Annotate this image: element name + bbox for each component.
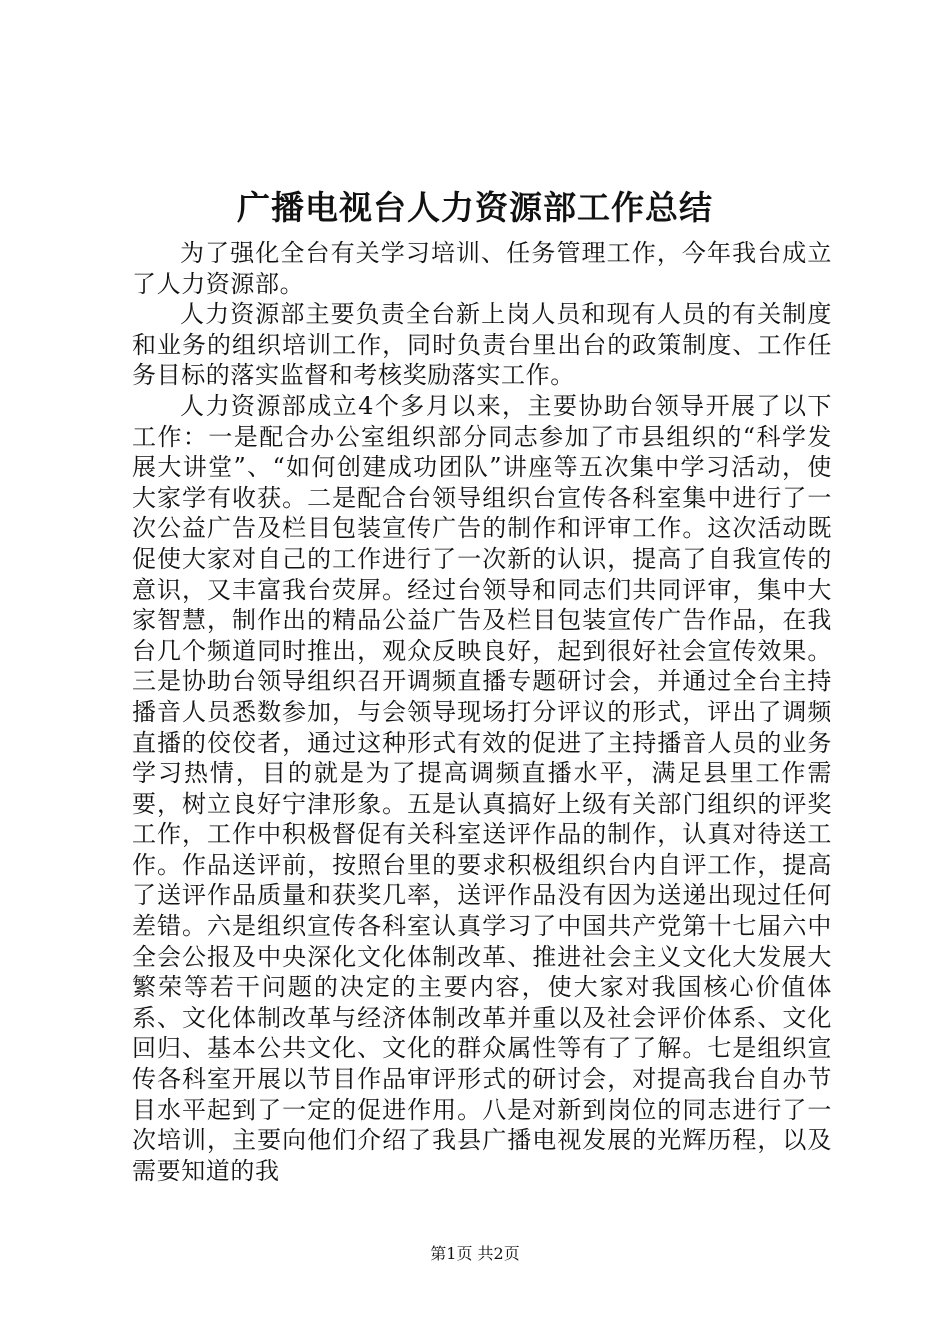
document-title: 广播电视台人力资源部工作总结 [237, 188, 713, 227]
paragraph-3: 人力资源部成立4个多月以来，主要协助台领导开展了以下工作：一是配合办公室组织部分同志参加了市县组织的“科学发展大讲堂”、“如何创建成功团队”讲座等五次集中学习活动，使大家学有收获。二是配合台领导组织台宣传各科室集中进行了一次公益广告及栏目包装宣传广告的制作和评审工作。这次活动既促使大家对自己的工作进行了一次新的认识，提高了自我宣传的意识，又丰富我台荧屏。经过台领导和同志们共同评审，集中大家智慧，制作出的精品公益广告及栏目包装宣传广告作品，在我台几个频道同时推出，观众反映良好，起到很好社会宣传效果。三是协助台领导组织召开调频直播专题研讨会，并通过全台主持播音人员悉数参加，与会领导现场打分评议的形式，评出了调频直播的佼佼者，通过这种形式有效的促进了主持播音人员的业务学习热情，目的就是为了提高调频直播水平，满足县里工作需要，树立良好宁津形象。五是认真搞好上级有关部门组织的评奖工作，工作中积极督促有关科室送评作品的制作，认真对待送工作。作品送评前，按照台里的要求积极组织台内自评工作，提高了送评作品质量和获奖几率，送评作品没有因为送递出现过任何差错。六是组织宣传各科室认真学习了中国共产党第十七届六中全会公报及中央深化文化体制改革、推进社会主义文化大发展大繁荣等若干问题的决定的主要内容，使大家对我国核心价值体系、文化体制改革与经济体制改革并重以及社会评价体系、文化回归、基本公共文化、文化的群众属性等有了了解。七是组织宣传各科室开展以节目作品审评形式的研讨会，对提高我台自办节目水平起到了一定的促进作用。八是对新到岗位的同志进行了一次培训，主要向他们介绍了我县广播电视发展的光辉历程，以及需要知道的我 [132, 391, 832, 1185]
document-body [132, 238, 832, 1186]
paragraph-1: 为了强化全台有关学习培训、任务管理工作，今年我台成立了人力资源部。 [132, 239, 832, 298]
paragraph-2: 人力资源部主要负责全台新上岗人员和现有人员的有关制度和业务的组织培训工作，同时负责台里出台的政策制度、工作任务目标的落实监督和考核奖励落实工作。 [132, 300, 832, 390]
page-footer: 第1页 共2页 [430, 1244, 520, 1263]
